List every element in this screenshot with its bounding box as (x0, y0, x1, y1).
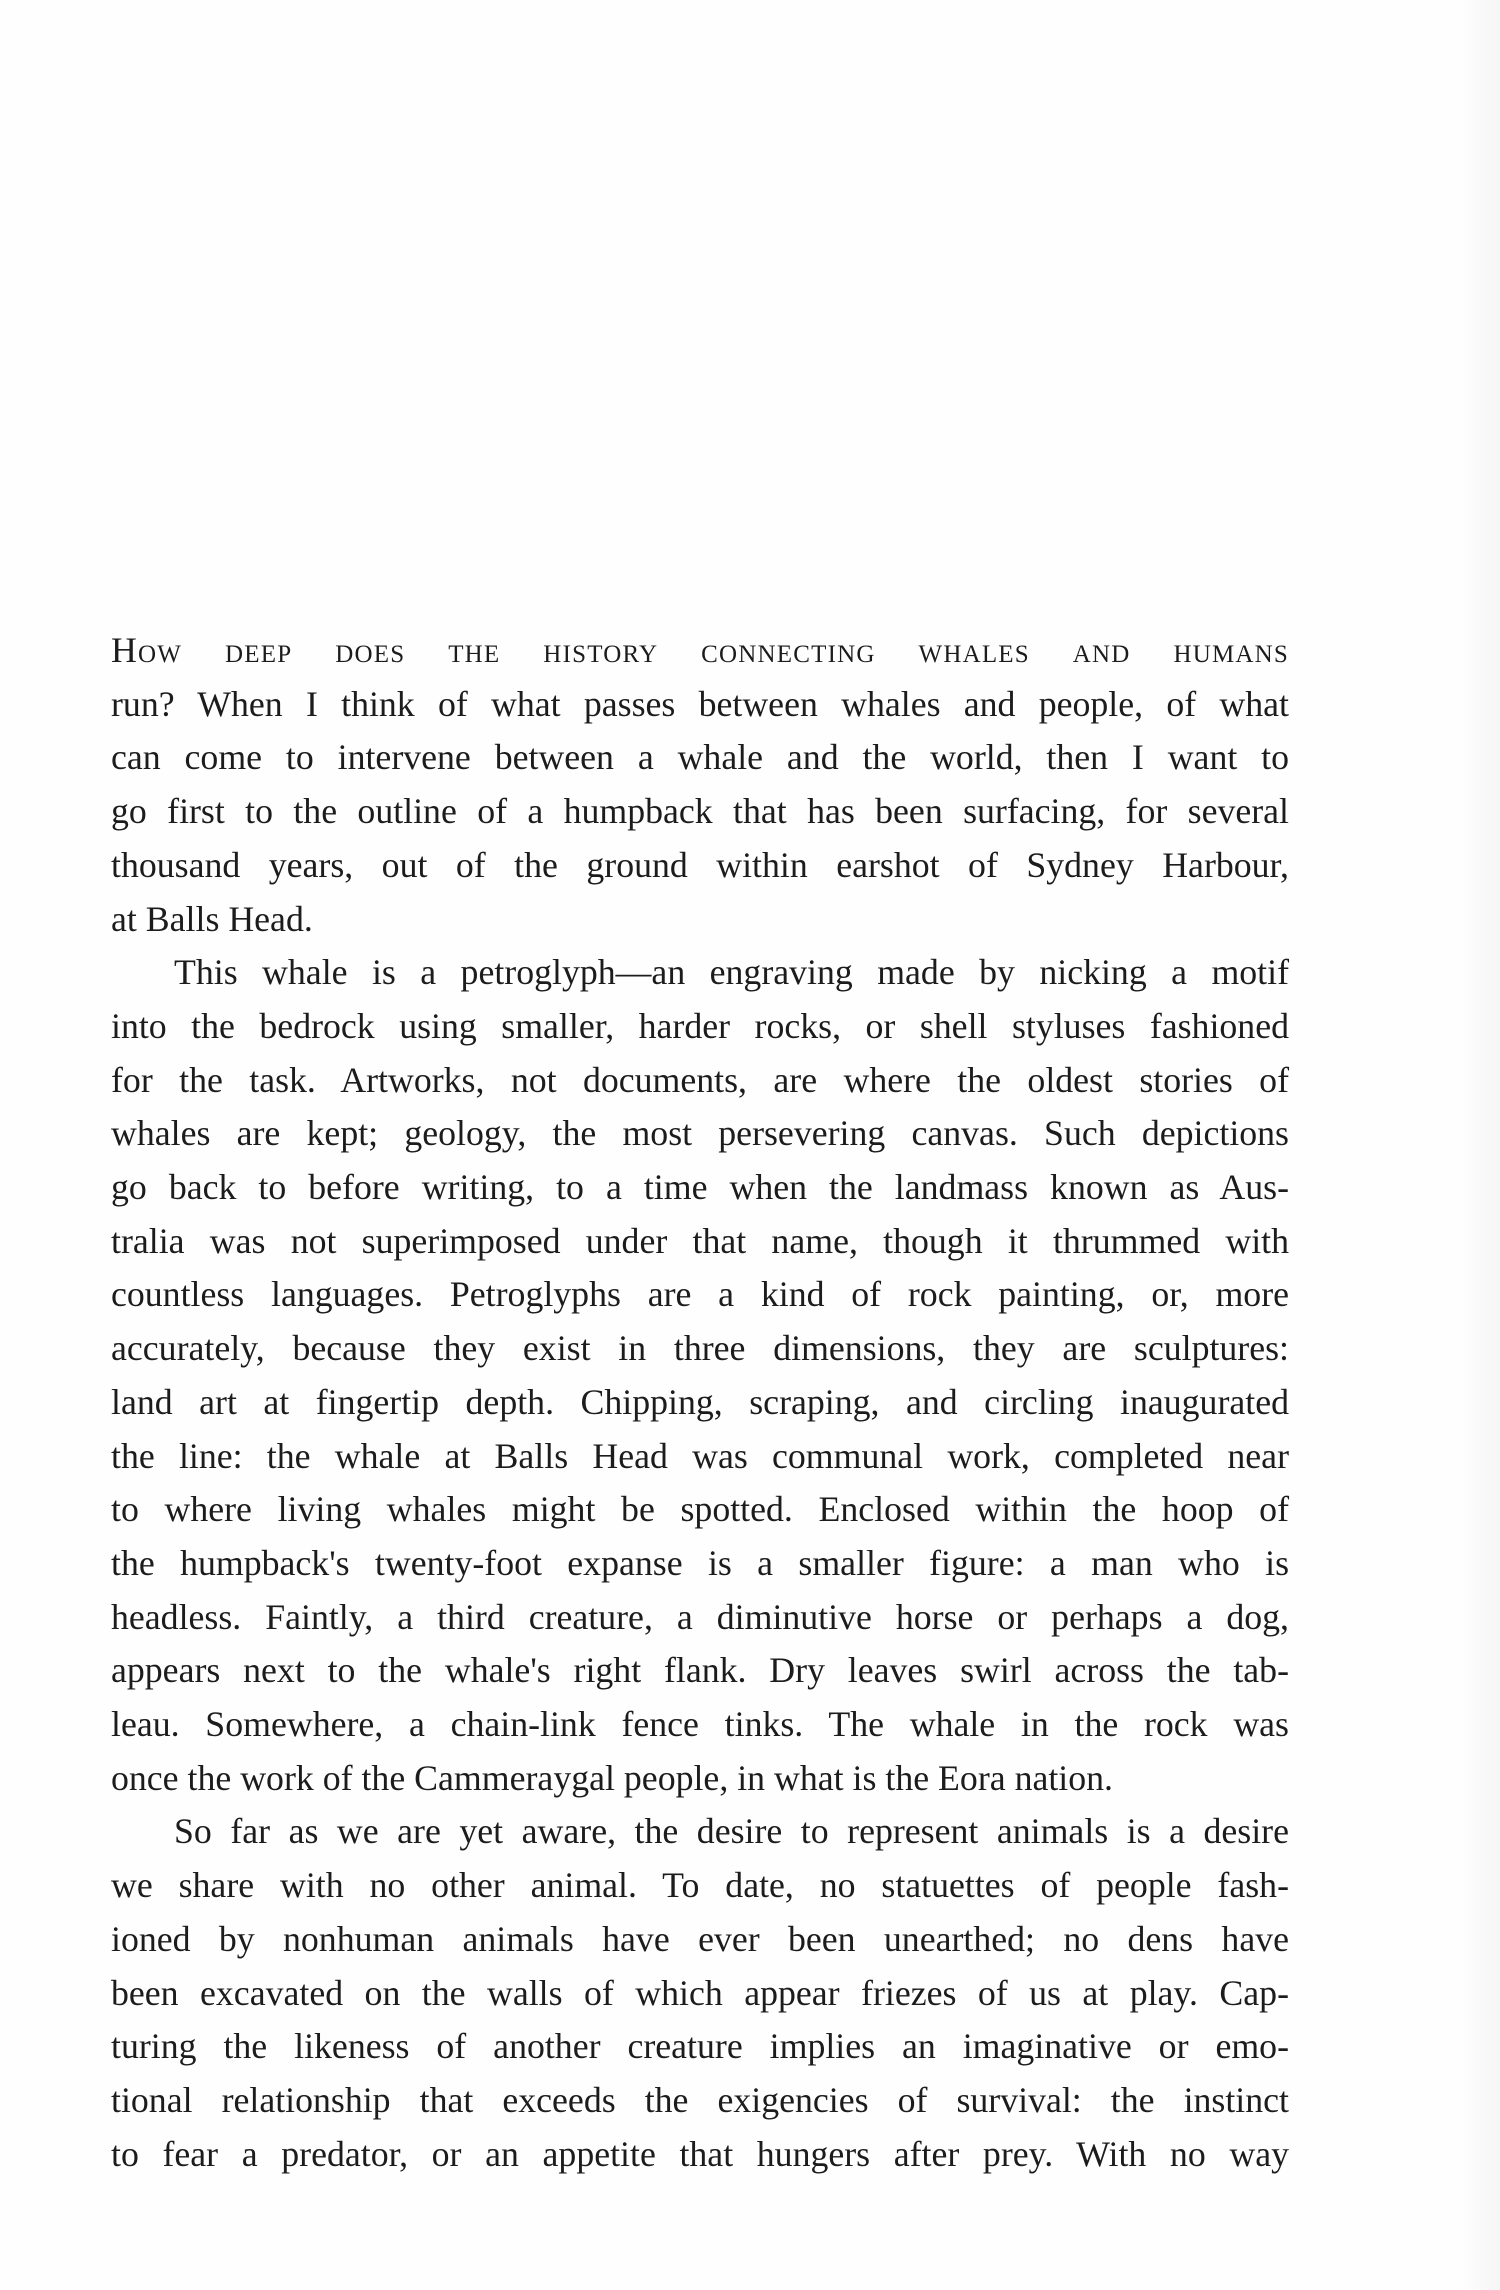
text-line: the humpback's twenty-foot expanse is a smaller figure: a man who is (111, 1542, 1289, 1583)
text-line: can come to intervene between a whale and the world, then I want to (111, 737, 1289, 778)
text-line: tional relationship that exceeds the exigencies of survival: the instinct (111, 2079, 1289, 2120)
text-line: go first to the outline of a humpback that has been surfacing, for several (111, 791, 1289, 832)
body-text (111, 624, 1289, 2181)
text-line: leau. Somewhere, a chain-link fence tinks. The whale in the rock was (111, 1704, 1289, 1745)
text-line: ioned by nonhuman animals have ever been unearthed; no dens have (111, 1918, 1289, 1959)
paragraph-2 (111, 946, 1289, 1805)
paragraph-1 (111, 624, 1289, 946)
text-line: to fear a predator, or an appetite that hungers after prey. With no way (111, 2133, 1289, 2174)
text-line: land art at fingertip depth. Chipping, scraping, and circling inaugurated (111, 1381, 1289, 1422)
text-line: we share with no other animal. To date, no statuettes of people fash- (111, 1865, 1289, 1906)
text-line: headless. Faintly, a third creature, a diminutive horse or perhaps a dog, (111, 1596, 1289, 1637)
text-line: tralia was not superimposed under that name, though it thrummed with (111, 1220, 1289, 1261)
paragraph-3 (111, 1805, 1289, 2181)
text-line: the line: the whale at Balls Head was communal work, completed near (111, 1435, 1289, 1476)
text-line: run? When I think of what passes between whales and people, of what (111, 683, 1289, 724)
text-line: How deep does the history connecting whales and humans (111, 630, 1289, 670)
text-line: This whale is a petroglyph—an engraving made by nicking a motif (174, 952, 1289, 993)
text-line: whales are kept; geology, the most persevering canvas. Such depictions (111, 1113, 1289, 1154)
page-edge-shadow (1460, 0, 1500, 2290)
text-line: into the bedrock using smaller, harder rocks, or shell styluses fashioned (111, 1005, 1289, 1046)
text-line: go back to before writing, to a time when the landmass known as Aus- (111, 1167, 1289, 1208)
text-line: for the task. Artworks, not documents, are where the oldest stories of (111, 1059, 1289, 1100)
text-line: at Balls Head. (111, 898, 313, 939)
text-line: So far as we are yet aware, the desire to represent animals is a desire (174, 1811, 1289, 1852)
text-line: thousand years, out of the ground within earshot of Sydney Harbour, (111, 844, 1289, 885)
text-line: been excavated on the walls of which appear friezes of us at play. Cap- (111, 1972, 1289, 2013)
text-line: accurately, because they exist in three dimensions, they are sculptures: (111, 1328, 1289, 1369)
text-line: appears next to the whale's right flank. Dry leaves swirl across the tab- (111, 1650, 1289, 1691)
text-line: to where living whales might be spotted. Enclosed within the hoop of (111, 1489, 1289, 1530)
text-line: countless languages. Petroglyphs are a kind of rock painting, or, more (111, 1274, 1289, 1315)
text-line: once the work of the Cammeraygal people, in what is the Eora nation. (111, 1757, 1113, 1798)
text-line: turing the likeness of another creature implies an imaginative or emo- (111, 2026, 1289, 2067)
